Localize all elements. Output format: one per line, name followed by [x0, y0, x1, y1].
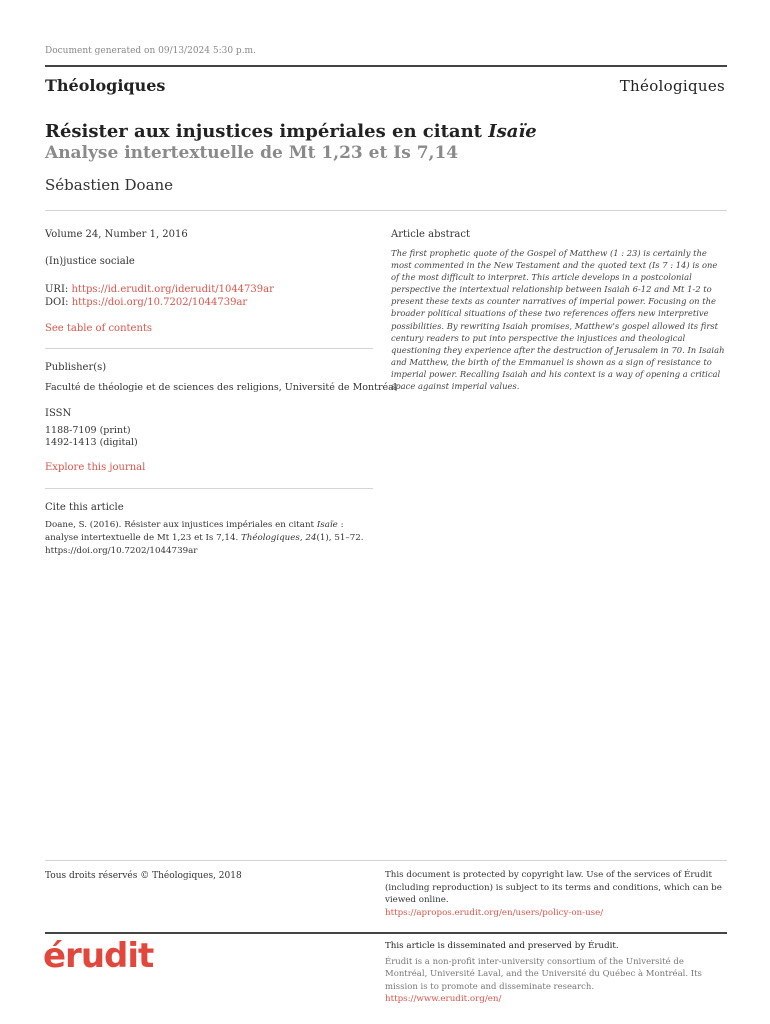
citation-text: Doane, S. (2016). Résister aux injustices impériales en citant Isaïe : analyse intertextuelle de Mt 1,23 et Is 7,14. Théologiques, 24(1), 51–72. https://doi.org/10.7202/1044739ar	[45, 520, 364, 556]
divider	[45, 488, 373, 489]
publisher-name: Faculté de théologie et de sciences des religions, Université de Montréal	[45, 382, 397, 393]
volume-info: Volume 24, Number 1, 2016	[45, 229, 188, 240]
copyright-notice: This document is protected by copyright law. Use of the services of Érudit (including reproduction) is subject to its terms and conditions, which can be viewed online.	[385, 870, 722, 905]
erudit-logo: érudit	[43, 936, 154, 976]
table-of-contents-link[interactable]: See table of contents	[45, 323, 153, 334]
header-rule	[45, 65, 727, 67]
policy-link[interactable]: https://apropos.erudit.org/en/users/policy-on-use/	[385, 908, 604, 918]
issn-digital: 1492-1413 (digital)	[45, 437, 138, 448]
issn-heading: ISSN	[45, 408, 72, 419]
cite-heading: Cite this article	[45, 502, 124, 513]
journal-name: Théologiques	[45, 76, 166, 95]
issue-theme: (In)justice sociale	[45, 256, 135, 267]
article-title: Résister aux injustices impériales en citant Isaïe	[45, 121, 537, 142]
issn-print: 1188-7109 (print)	[45, 425, 131, 436]
publisher-heading: Publisher(s)	[45, 362, 107, 373]
divider	[45, 348, 373, 349]
footer-rule-dark	[45, 932, 727, 934]
article-subtitle: Analyse intertextuelle de Mt 1,23 et Is 7,14	[45, 143, 459, 163]
rights-statement: Tous droits réservés © Théologiques, 2018	[45, 871, 242, 881]
dissemination-title: This article is disseminated and preserved by Érudit.	[385, 941, 619, 951]
uri-line: URI: https://id.erudit.org/iderudit/1044739ar	[45, 284, 274, 295]
article-author: Sébastien Doane	[45, 176, 174, 194]
explore-journal-link[interactable]: Explore this journal	[45, 462, 146, 473]
title-rule	[45, 210, 727, 211]
generated-timestamp: Document generated on 09/13/2024 5:30 p.m.	[45, 46, 256, 56]
erudit-link[interactable]: https://www.erudit.org/en/	[385, 994, 502, 1004]
uri-link[interactable]: https://id.erudit.org/iderudit/1044739ar	[71, 284, 274, 295]
journal-logo: Théologiques	[619, 77, 725, 95]
dissemination-text: Érudit is a non-profit inter-university consortium of the Université de Montréal, Université Laval, and the Université du Québec à Montréal. Its mission is to promote and disseminate research.	[385, 957, 702, 992]
doi-line: DOI: https://doi.org/10.7202/1044739ar	[45, 297, 248, 308]
doi-link[interactable]: https://doi.org/10.7202/1044739ar	[71, 297, 248, 308]
footer-rule	[45, 860, 727, 861]
abstract-text: The first prophetic quote of the Gospel of Matthew (1 : 23) is certainly the most commented in the New Testament and the quoted text (Is 7 : 14) is one of the most difficult to interpret. This article develops in a postcolonial perspective the intertextual relationship between Isaiah 6-12 and Mt 1-2 to present these texts as counter narratives of imperial power. Focusing on the broader political situations of these two references offers new interpretive possibilities. By rewriting Isaiah promises, Matthew's gospel allowed its first century readers to put into perspective the injustices and theological questioning they experience after the destruction of Jerusalem in 70. In Isaiah and Matthew, the birth of the Emmanuel is shown as a sign of resistance to imperial power. Recalling Isaiah and his context is a way of opening a critical space against imperial values.	[391, 248, 725, 392]
abstract-heading: Article abstract	[391, 229, 470, 240]
